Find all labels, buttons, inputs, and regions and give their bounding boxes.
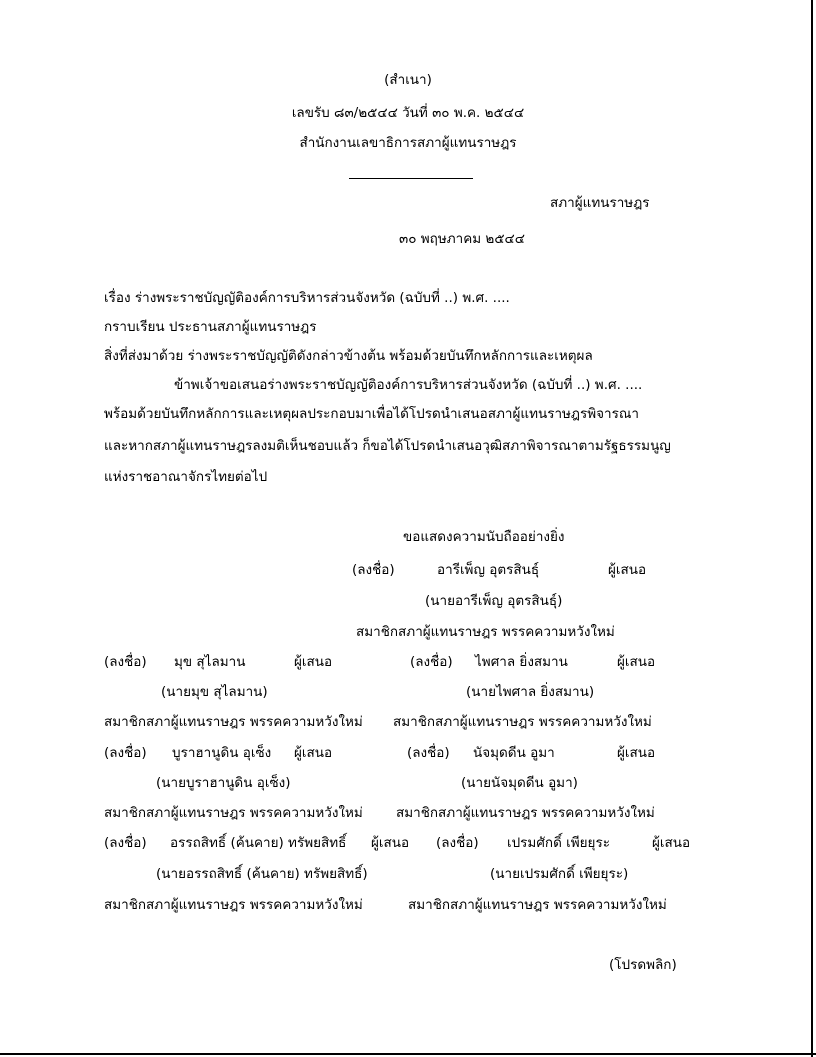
sign-label: (ลงชื่อ) xyxy=(104,745,147,761)
body-line: แห่งราชอาณาจักรไทยต่อไป xyxy=(104,469,268,485)
sign-label: (ลงชื่อ) xyxy=(352,562,395,578)
signer-name: เปรมศักดิ์ เพียยุระ xyxy=(507,835,610,851)
signer-role: ผู้เสนอ xyxy=(294,745,333,761)
printed-name: (นายมุข สุไลมาน) xyxy=(161,684,268,700)
sign-label: (ลงชื่อ) xyxy=(407,745,450,761)
signer-position: สมาชิกสภาผู้แทนราษฎร พรรคความหวังใหม่ xyxy=(104,714,363,730)
signer-position: สมาชิกสภาผู้แทนราษฎร พรรคความหวังใหม่ xyxy=(396,805,655,821)
body-line: พร้อมด้วยบันทึกหลักการและเหตุผลประกอบมาเพื่อได้โปรดนำเสนอสภาผู้แทนราษฎรพิจารณา xyxy=(104,406,639,422)
signer-position: สมาชิกสภาผู้แทนราษฎร พรรคความหวังใหม่ xyxy=(104,805,363,821)
page-border-bottom xyxy=(0,1053,816,1055)
signer-position: สมาชิกสภาผู้แทนราษฎร พรรคความหวังใหม่ xyxy=(408,897,667,913)
sign-label: (ลงชื่อ) xyxy=(104,654,147,670)
closing-line: ขอแสดงความนับถืออย่างยิ่ง xyxy=(403,529,565,545)
signer-position: สมาชิกสภาผู้แทนราษฎร พรรคความหวังใหม่ xyxy=(356,624,615,640)
enclosure-line: สิ่งที่ส่งมาด้วย ร่างพระราชบัญญัติดังกล่าวข้างต้น พร้อมด้วยบันทึกหลักการและเหตุผล xyxy=(104,348,593,364)
signer-position: สมาชิกสภาผู้แทนราษฎร พรรคความหวังใหม่ xyxy=(393,714,652,730)
signer-name: ไพศาล ยิ่งสมาน xyxy=(475,654,568,670)
printed-name: (นายนัจมุดดีน อูมา) xyxy=(461,775,578,791)
addressee-line: กราบเรียน ประธานสภาผู้แทนราษฎร xyxy=(104,319,317,335)
divider-rule xyxy=(349,178,473,179)
signer-role: ผู้เสนอ xyxy=(371,835,410,851)
signer-name: อรรถสิทธิ์ (ค้นคาย) ทรัพยสิทธิ์ xyxy=(170,835,347,851)
receipt-line: เลขรับ ๘๓/๒๕๔๔ วันที่ ๓๐ พ.ค. ๒๕๔๔ xyxy=(291,105,525,121)
printed-name: (นายไพศาล ยิ่งสมาน) xyxy=(466,684,595,700)
signer-position: สมาชิกสภาผู้แทนราษฎร พรรคความหวังใหม่ xyxy=(104,897,363,913)
signer-name: บูราฮานูดิน อุเซ็ง xyxy=(172,745,272,761)
sign-label: (ลงชื่อ) xyxy=(410,654,453,670)
signer-name: นัจมุดดีน อูมา xyxy=(473,745,555,761)
signer-role: ผู้เสนอ xyxy=(617,654,656,670)
signer-role: ผู้เสนอ xyxy=(294,654,333,670)
printed-name: (นายอรรถสิทธิ์ (ค้นคาย) ทรัพยสิทธิ์) xyxy=(156,866,368,882)
sender-place: สภาผู้แทนราษฎร xyxy=(550,195,650,211)
turn-over-note: (โปรดพลิก) xyxy=(609,957,677,973)
signer-role: ผู้เสนอ xyxy=(608,562,647,578)
sign-label: (ลงชื่อ) xyxy=(104,835,147,851)
sign-label: (ลงชื่อ) xyxy=(436,835,479,851)
body-line: ข้าพเจ้าขอเสนอร่างพระราชบัญญัติองค์การบริหารส่วนจังหวัด (ฉบับที่ ..) พ.ศ. .... xyxy=(174,377,643,393)
signer-role: ผู้เสนอ xyxy=(652,835,691,851)
printed-name: (นายเปรมศักดิ์ เพียยุระ) xyxy=(490,866,629,882)
printed-name: (นายอารีเพ็ญ อุตรสินธุ์) xyxy=(425,593,563,609)
page-border-right xyxy=(811,0,813,1057)
body-line: และหากสภาผู้แทนราษฎรลงมติเห็นชอบแล้ว ก็ขอได้โปรดนำเสนอวุฒิสภาพิจารณาตามรัฐธรรมนูญ xyxy=(104,438,671,454)
printed-name: (นายบูราฮานูดิน อุเซ็ง) xyxy=(156,775,291,791)
receiving-office: สำนักงานเลขาธิการสภาผู้แทนราษฎร xyxy=(299,135,517,151)
letter-date: ๓๐ พฤษภาคม ๒๕๔๔ xyxy=(399,231,525,247)
signer-role: ผู้เสนอ xyxy=(617,745,656,761)
signer-name: มุข สุไลมาน xyxy=(174,654,246,670)
copy-label: (สำเนา) xyxy=(384,72,432,88)
subject-line: เรื่อง ร่างพระราชบัญญัติองค์การบริหารส่วนจังหวัด (ฉบับที่ ..) พ.ศ. .... xyxy=(104,290,510,306)
signer-name: อารีเพ็ญ อุตรสินธุ์ xyxy=(437,562,540,578)
